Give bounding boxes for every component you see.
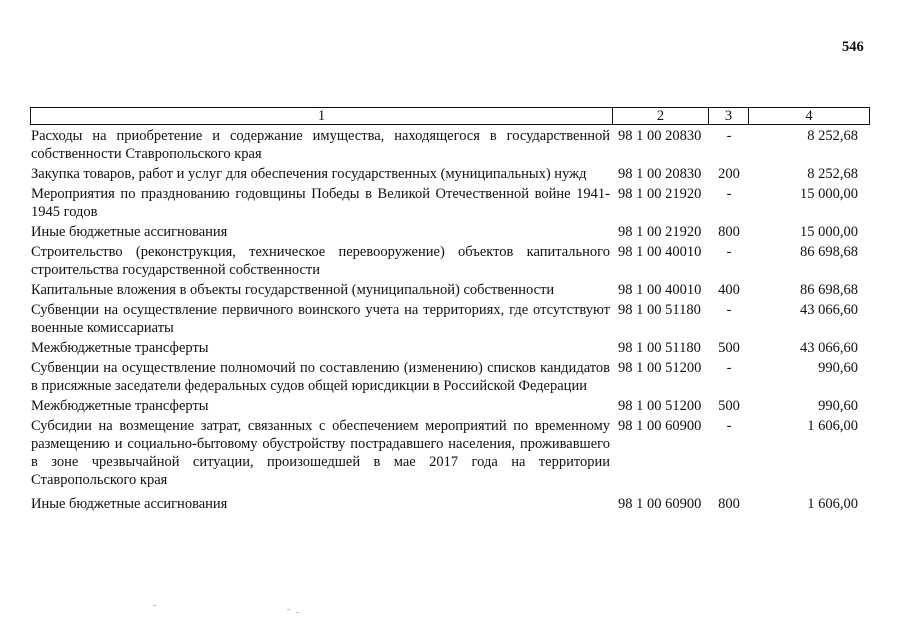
header-col-2: 2: [612, 107, 708, 125]
row-code: 98 1 00 60900: [618, 418, 702, 434]
row-amount: 86 698,68: [800, 282, 858, 298]
row-amount: 86 698,68: [800, 244, 858, 260]
row-amount: 990,60: [818, 360, 858, 376]
row-type: -: [726, 302, 732, 318]
row-name: Строительство (реконструкция, техническое перевооружение) объектов капитального строительства государственной собственности: [31, 244, 610, 278]
row-code: 98 1 00 51180: [618, 302, 701, 318]
row-name: Расходы на приобретение и содержание имущества, находящегося в государственной собственности Ставропольского края: [31, 128, 610, 162]
row-type: -: [726, 128, 732, 144]
table-row: [30, 165, 870, 183]
row-name: Субвенции на осуществление первичного воинского учета на территориях, где отсутствуют военные комиссариаты: [31, 302, 610, 336]
row-name: Субсидии на возмещение затрат, связанных с обеспечением мероприятий по временному размещению и социально-бытовому обустройству пострадавшего населения, проживавшего в зоне чрезвычайной ситуации, произошедшей в мае 2017 года на территории Ставропольского края: [31, 418, 610, 488]
row-type: 800: [718, 496, 740, 512]
row-amount: 43 066,60: [800, 340, 858, 356]
row-name: Капитальные вложения в объекты государственной (муниципальной) собственности: [31, 282, 555, 298]
table-row: [30, 127, 870, 163]
table-row: [30, 397, 870, 415]
row-name: Закупка товаров, работ и услуг для обеспечения государственных (муниципальных) нужд: [31, 166, 587, 182]
table-header-row: [30, 107, 870, 125]
page-number: 546: [842, 39, 864, 55]
row-amount: 8 252,68: [807, 128, 858, 144]
row-type: -: [726, 360, 732, 376]
row-code: 98 1 00 51180: [618, 340, 701, 356]
row-amount: 1 606,00: [807, 496, 858, 512]
row-code: 98 1 00 51200: [618, 360, 702, 376]
row-type: 800: [718, 224, 740, 240]
row-type: -: [726, 186, 732, 202]
row-code: 98 1 00 20830: [618, 128, 702, 144]
row-amount: 1 606,00: [807, 418, 858, 434]
header-col-1: 1: [30, 107, 612, 125]
row-amount: 15 000,00: [800, 224, 858, 240]
table-row: [30, 243, 870, 279]
row-name: Иные бюджетные ассигнования: [31, 496, 228, 512]
row-amount: 15 000,00: [800, 186, 858, 202]
header-col-3: 3: [708, 107, 748, 125]
row-code: 98 1 00 40010: [618, 244, 702, 260]
row-type: 200: [718, 166, 740, 182]
table-row: [30, 223, 870, 241]
row-type: 400: [718, 282, 740, 298]
table-row: [30, 417, 870, 489]
table-row: [30, 301, 870, 337]
table-row: [30, 495, 870, 513]
row-amount: 43 066,60: [800, 302, 858, 318]
header-col-4: 4: [748, 107, 870, 125]
row-code: 98 1 00 40010: [618, 282, 702, 298]
table-row: [30, 339, 870, 357]
table-row: [30, 359, 870, 395]
row-name: Межбюджетные трансферты: [31, 340, 209, 356]
row-code: 98 1 00 21920: [618, 224, 702, 240]
budget-table: [30, 107, 870, 513]
row-name: Иные бюджетные ассигнования: [31, 224, 228, 240]
table-row: [30, 185, 870, 221]
row-amount: 8 252,68: [807, 166, 858, 182]
row-name: Мероприятия по празднованию годовщины Победы в Великой Отечественной войне 1941-1945 годов: [31, 186, 610, 220]
row-code: 98 1 00 20830: [618, 166, 702, 182]
row-code: 98 1 00 60900: [618, 496, 702, 512]
scan-speck: [287, 609, 290, 610]
table-row: [30, 281, 870, 299]
row-type: -: [726, 418, 732, 434]
scan-speck: [296, 612, 299, 613]
row-name: Субвенции на осуществление полномочий по составлению (изменению) списков кандидатов в присяжные заседатели федеральных судов общей юрисдикции в Российской Федерации: [31, 360, 610, 394]
row-type: -: [726, 244, 732, 260]
row-type: 500: [718, 340, 740, 356]
row-amount: 990,60: [818, 398, 858, 414]
row-code: 98 1 00 21920: [618, 186, 702, 202]
row-type: 500: [718, 398, 740, 414]
row-name: Межбюджетные трансферты: [31, 398, 209, 414]
row-code: 98 1 00 51200: [618, 398, 702, 414]
scan-speck: [153, 605, 156, 606]
